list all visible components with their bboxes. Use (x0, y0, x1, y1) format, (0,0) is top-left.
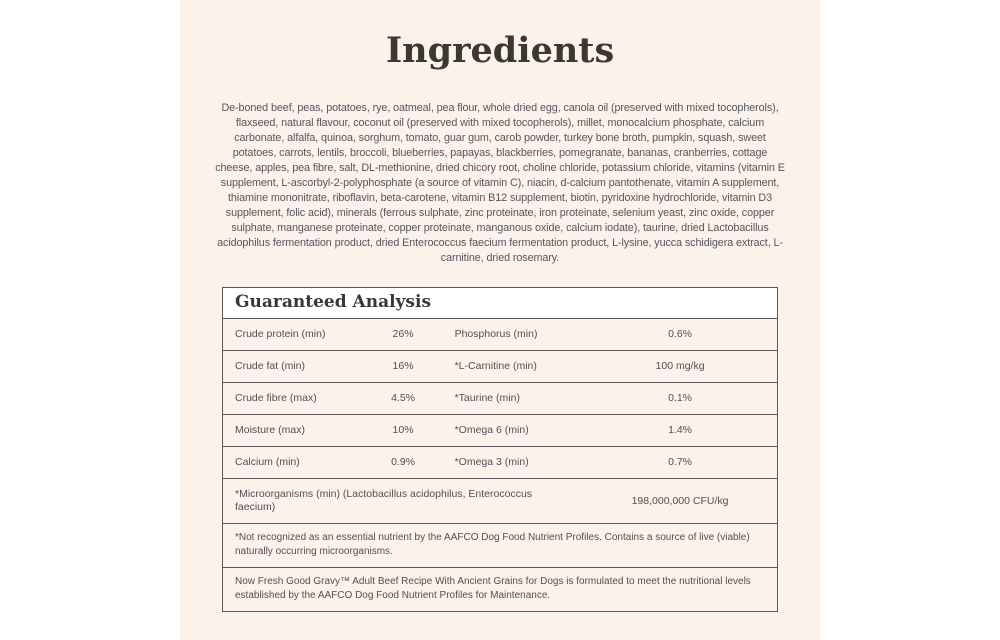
nutrient-label: Moisture (max) (223, 415, 362, 447)
nutrient-value: 4.5% (362, 383, 445, 415)
page-title: Ingredients (385, 30, 615, 71)
footnote-text: *Not recognized as an essential nutrient by the AAFCO Dog Food Nutrient Profiles. Contains a source of live (viable) naturally occurring microorganisms. (223, 524, 777, 568)
ingredients-section (180, 74, 820, 264)
nutrient-label: *Microorganisms (min) (Lactobacillus acidophilus, Enterococcus faecium) (223, 479, 583, 524)
nutrient-label: *L-Carnitine (min) (445, 351, 584, 383)
nutrient-value: 0.9% (362, 447, 445, 479)
nutrient-label: Crude fat (min) (223, 351, 362, 383)
nutrient-value: 198,000,000 CFU/kg (583, 479, 777, 524)
nutrient-value: 10% (362, 415, 445, 447)
nutrient-value: 26% (392, 328, 414, 340)
analysis-grid (223, 319, 777, 611)
table-row (223, 383, 777, 415)
nutrient-value: 0.6% (668, 328, 693, 340)
table-row-footnote (223, 568, 777, 612)
table-row (223, 351, 777, 383)
footnote-text: Now Fresh Good Gravy™ Adult Beef Recipe With Ancient Grains for Dogs is formulated to meet the nutritional levels established by the AAFCO Dog Food Nutrient Profiles for Maintenance. (223, 568, 777, 612)
table-row (223, 447, 777, 479)
guaranteed-analysis-title: Guaranteed Analysis (223, 288, 777, 319)
nutrient-label: Calcium (min) (223, 447, 362, 479)
nutrient-label: Phosphorus (min) (454, 328, 538, 340)
table-row (223, 415, 777, 447)
ingredients-paragraph: De-boned beef, peas, potatoes, rye, oatmeal, pea flour, whole dried egg, canola oil (preserved with mixed tocopherols), flaxseed, natural flavour, coconut oil (preserved with mixed tocopherols), millet, monocalcium phosphate, calcium carbonate, alfalfa, quinoa, sorghum, tomato, guar gum, carob powder, turkey bone broth, pumpkin, squash, sweet potatoes, carrots, lentils, broccoli, blueberries, papayas, blackberries, pomegranate, bananas, cranberries, cottage cheese, apples, pea fibre, salt, DL-methionine, dried chicory root, choline chloride, potassium chloride, vitamins (vitamin E supplement, L-ascorbyl-2-polyphosphate (a source of vitamin C), niacin, d-calcium pantothenate, vitamin A supplement, thiamine mononitrate, riboflavin, beta-carotene, vitamin B12 supplement, biotin, pyridoxine hydrochloride, vitamin D3 supplement, folic acid), minerals (ferrous sulphate, zinc proteinate, iron proteinate, selenium yeast, zinc oxide, copper sulphate, manganese proteinate, copper proteinate, manganous oxide, calcium iodate), taurine, dried Lactobacillus acidophilus fermentation product, dried Enterococcus faecium fermentation product, L-lysine, yucca schidigera extract, L-carnitine, dried rosemary. (215, 102, 785, 264)
nutrient-value: 1.4% (583, 415, 777, 447)
nutrient-value: 0.7% (583, 447, 777, 479)
nutrient-value: 16% (362, 351, 445, 383)
nutrient-label: *Omega 6 (min) (445, 415, 584, 447)
nutrient-label: *Omega 3 (min) (445, 447, 584, 479)
nutrient-value: 0.1% (583, 383, 777, 415)
nutrient-label: Crude protein (min) (235, 328, 326, 340)
table-row-footnote (223, 524, 777, 568)
content-band (180, 0, 820, 640)
guaranteed-analysis-table (222, 287, 778, 612)
table-row-microorganisms (223, 479, 777, 524)
nutrient-label: *Taurine (min) (445, 383, 584, 415)
nutrient-label: Crude fibre (max) (223, 383, 362, 415)
table-row (223, 319, 777, 351)
nutrient-value: 100 mg/kg (583, 351, 777, 383)
